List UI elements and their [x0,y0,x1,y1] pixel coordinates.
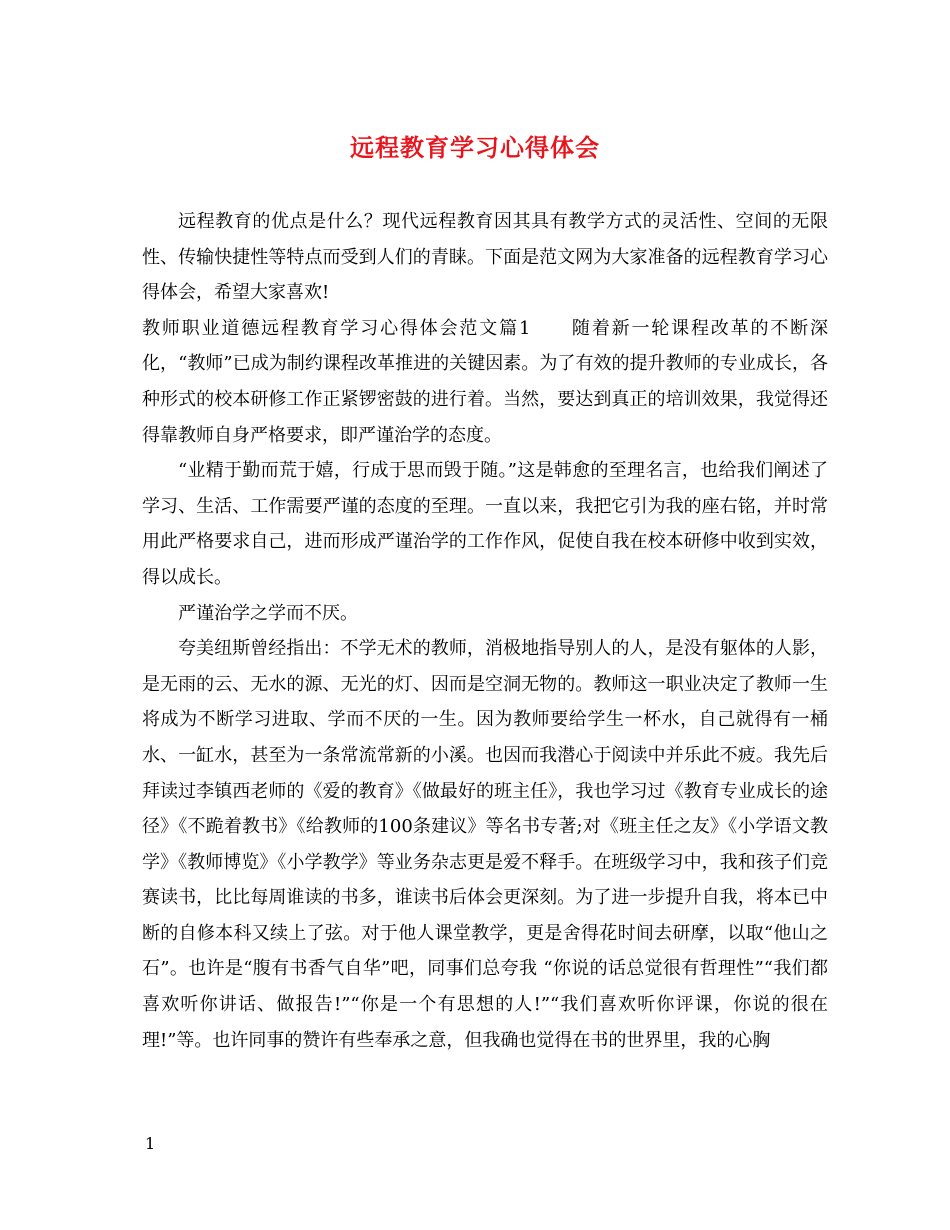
page-number: 1 [145,1134,156,1153]
document-title: 远程教育学习心得体会 [350,133,600,162]
paragraph-heading: 严谨治学之学而不厌。 [178,602,358,624]
paragraph-quote: “业精于勤而荒于嬉，行成于思而毁于随。”这是韩愈的至理名言，也给我们阐述了学习、生活、工作需要严谨的态度的至理。一直以来，我把它引为我的座右铭，并时常用此严格要求自己，进而形成严谨治学的工作作风，促使自我在校本研修中收到实效，得以成长。 [142,460,828,588]
paragraph-intro: 远程教育的优点是什么？现代远程教育因其具有教学方式的灵活性、空间的无限性、传输快捷性等特点而受到人们的青睐。下面是范文网为大家准备的远程教育学习心得体会，希望大家喜欢! [142,211,828,304]
paragraph-article-1: 教师职业道德远程教育学习心得体会范文篇1 随着新一轮课程改革的不断深化，“教师”已成为制约课程改革推进的关键因素。为了有效的提升教师的专业成长，各种形式的校本研修工作正紧锣密鼓的进行着。当然，要达到真正的培训效果，我觉得还得靠教师自身严格要求，即严谨治学的态度。 [142,317,828,446]
document-body [142,204,828,1058]
paragraph-comenius: 夸美纽斯曾经指出：不学无术的教师，消极地指导别人的人，是没有躯体的人影，是无雨的云、无水的源、无光的灯、因而是空洞无物的。教师这一职业决定了教师一生将成为不断学习进取、学而不厌的一生。因为教师要给学生一杯水，自己就得有一桶水、一缸水，甚至为一条常流常新的小溪。也因而我潜心于阅读中并乐此不疲。我先后拜读过李镇西老师的《爱的教育》《做最好的班主任》，我也学习过《教育专业成长的途径》《不跪着教书》《给教师的100条建议》等名书专著;对《班主任之友》《小学语文教学》《教师博览》《小学教学》等业务杂志更是爱不释手。在班级学习中，我和孩子们竞赛读书，比比每周谁读的书多，谁读书后体会更深刻。为了进一步提升自我，将本已中断的自修本科又续上了弦。对于他人课堂教学，更是舍得花时间去研摩，以取“他山之石”。也许是“腹有书香气自华”吧，同事们总夸我 “你说的话总觉很有哲理性”“我们都喜欢听你讲话、做报告!”“你是一个有思想的人!”“我们喜欢听你评课，你说的很在理!”等。也许同事的赞许有些奉承之意，但我确也觉得在书的世界里，我的心胸 [142,638,828,1051]
